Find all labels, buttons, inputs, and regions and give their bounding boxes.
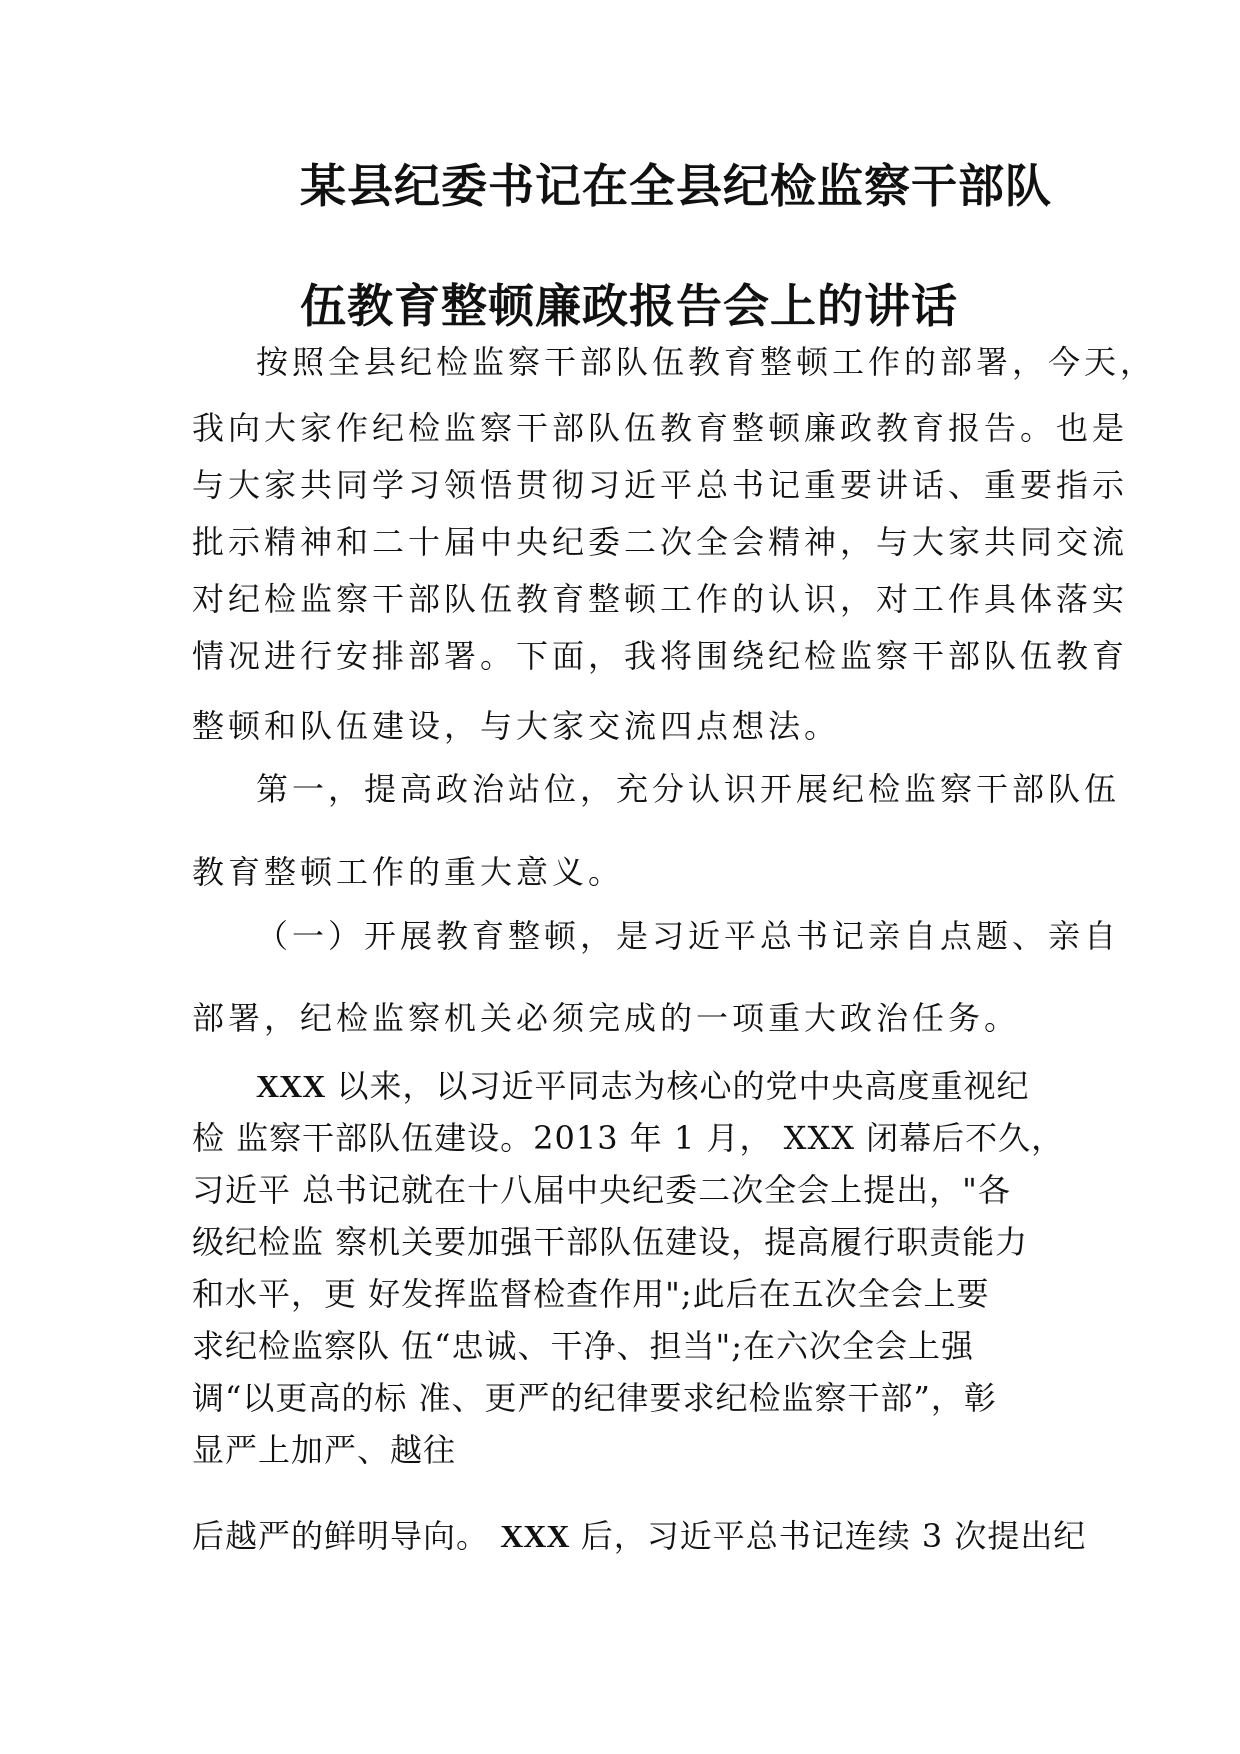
paragraph-line: 调“以更高的标 准、更严的纪律要求纪检监察干部”，彰 <box>192 1379 997 1417</box>
section-heading-line: 教育整顿工作的重大意义。 <box>192 853 625 891</box>
paragraph-line <box>192 1516 1086 1556</box>
paragraph-line-text: 以来，以习近平同志为核心的党中央高度重视纪 <box>325 1067 1030 1105</box>
bold-placeholder-text: XXX <box>500 1518 570 1554</box>
intro-line: 与大家共同学习领悟贯彻习近平总书记重要讲话、重要指示 <box>192 466 1129 504</box>
intro-line: 对纪检监察干部队伍教育整顿工作的认识，对工作具体落实 <box>192 580 1129 618</box>
intro-line: 情况进行安排部署。下面，我将围绕纪检监察干部队伍教育 <box>192 637 1129 675</box>
intro-line: 整顿和队伍建设，与大家交流四点想法。 <box>192 707 841 745</box>
intro-line: 批示精神和二十届中央纪委二次全会精神，与大家共同交流 <box>192 523 1129 561</box>
subsection-heading-line: 部署，纪检监察机关必须完成的一项重大政治任务。 <box>192 999 1021 1037</box>
paragraph-line: 求纪检监察队 伍“忠诚、干净、担当";在六次全会上强 <box>192 1327 975 1365</box>
section-heading-line: 第一，提高政治站位，充分认识开展纪检监察干部队伍 <box>256 770 1121 808</box>
intro-line: 我向大家作纪检监察干部队伍教育整顿廉政教育报告。也是 <box>192 409 1129 447</box>
subsection-heading-line: （一）开展教育整顿，是习近平总书记亲自点题、亲自 <box>256 917 1121 955</box>
intro-line: 按照全县纪检监察干部队伍教育整顿工作的部署，今天， <box>256 343 1157 381</box>
paragraph-line: 检 监察干部队伍建设。2013 年 1 月， XXX 闭幕后不久， <box>192 1119 1065 1157</box>
document-title-line-2: 伍教育整顿廉政报告会上的讲话 <box>300 279 958 333</box>
paragraph-line-text: 后，习近平总书记连续 3 次提出纪 <box>569 1517 1087 1555</box>
document-title-line-1: 某县纪委书记在全县纪检监察干部队 <box>300 159 1052 213</box>
paragraph-line: 级纪检监 察机关要加强干部队伍建设，提高履行职责能力 <box>192 1223 1029 1261</box>
paragraph-line <box>256 1066 1030 1106</box>
paragraph-line: 和水平，更 好发挥监督检查作用";此后在五次全会上要 <box>192 1275 990 1313</box>
bold-placeholder-text: XXX <box>256 1068 326 1104</box>
paragraph-line-text: 后越严的鲜明导向。 <box>192 1517 501 1555</box>
paragraph-line: 显严上加严、越往 <box>192 1431 457 1469</box>
paragraph-line: 习近平 总书记就在十八届中央纪委二次全会上提出，"各 <box>192 1171 1011 1209</box>
